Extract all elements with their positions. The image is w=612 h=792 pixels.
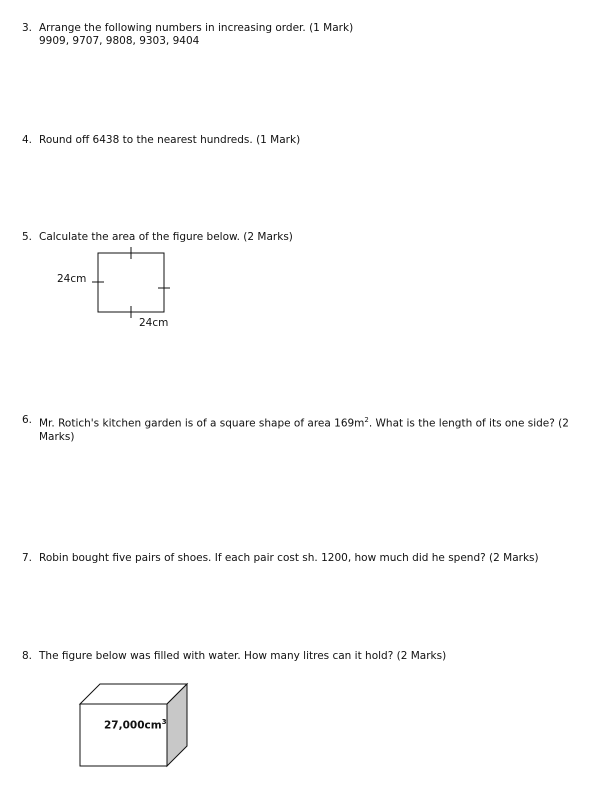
side-label-left: 24cm: [57, 273, 87, 285]
question-number: 5.: [22, 231, 33, 243]
question-text: Robin bought five pairs of shoes. If each pair cost sh. 1200, how much did he spend? (2 Marks): [39, 552, 539, 564]
superscript: 2: [364, 416, 369, 424]
cube-front-face: [80, 704, 167, 766]
question-text: Calculate the area of the figure below. (2 Marks): [39, 231, 293, 243]
question-text-continued: Marks): [39, 430, 75, 443]
question-number: 8.: [22, 650, 33, 662]
question-number: 4.: [22, 134, 33, 146]
question-text: Round off 6438 to the nearest hundreds. (1 Mark): [39, 134, 301, 146]
question-number: 6.: [22, 414, 33, 426]
question-text: Arrange the following numbers in increasing order. (1 Mark): [39, 22, 354, 34]
question-number: 3.: [22, 22, 33, 34]
question-text: Mr. Rotich's kitchen garden is of a square shape of area $169m^2$. What is the length of its one side? (2: [39, 416, 569, 430]
question-text: The figure below was filled with water. How many litres can it hold? (2 Marks): [39, 650, 447, 662]
side-label-bottom: 24cm: [139, 317, 169, 329]
question-number: 7.: [22, 552, 33, 564]
cube-volume-label: $27,000cm^3$: [104, 718, 167, 732]
number-list: 9909, 9707, 9808, 9303, 9404: [39, 35, 200, 47]
